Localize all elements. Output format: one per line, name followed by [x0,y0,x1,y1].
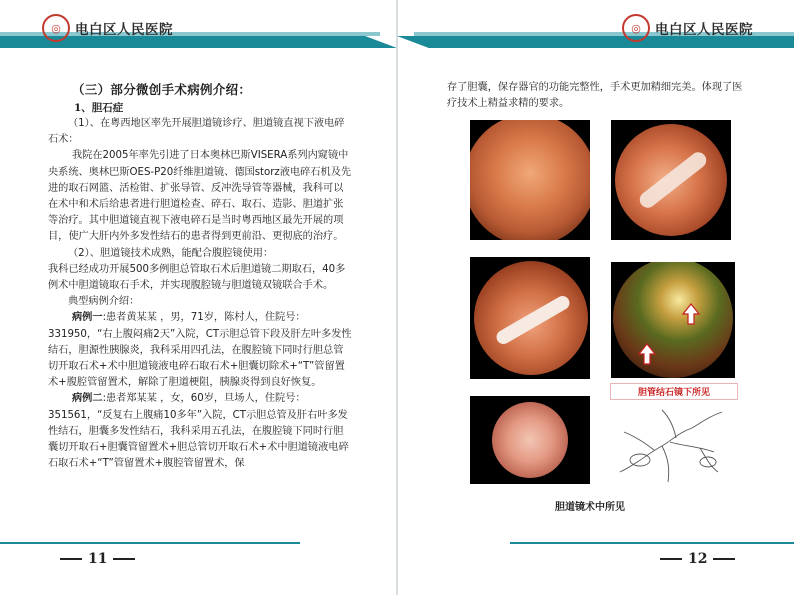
caption-intraop: 胆道镜术中所见 [555,502,625,513]
case-2 [48,391,353,472]
hospital-emblem-icon: ◎ [622,14,650,42]
endoscopy-photo-5 [470,396,590,484]
dash-decoration [113,558,135,560]
scope-view [470,120,590,240]
endoscopy-photo-4 [611,262,735,378]
page-number-value: 12 [688,551,708,567]
paragraph-1: （1）、在粤西地区率先开展胆道镜诊疗、胆道镜直视下液电碎石术： [48,118,345,146]
arrow-up-icon [639,344,655,364]
sub-title: 1、胆石症 [74,102,124,114]
paragraph-2: 我院在2005年率先引进了日本奥林巴斯VISERA系列内窥镜中央系统、奥林巴斯OES-P20纤维胆道镜、德国storz液电碎石机及先进的取石网篮、活检钳、扩张导管、反冲洗导管等器械，我科可以在术中和术后给患者进行胆道检查、碎石、取石、造影、胆道扩张等治疗。其中胆道镜直视下液电碎石是当时粤西地区最先开展的项目，使广大肝内外多发性结石的患者得到更前沿、更彻底的治疗。 [48,150,352,243]
page-number-right [660,551,735,567]
footer-line-left [0,542,300,544]
caption-stone-view: 胆管结石镜下所见 [610,383,738,400]
endoscopy-photo-3 [470,257,590,379]
hospital-logo-left [42,14,173,42]
right-body [447,80,752,112]
hospital-emblem-icon: ◎ [42,14,70,42]
book-spine [396,0,398,595]
paragraph-5: 典型病例介绍： [68,296,140,308]
sketch-shape [700,457,716,467]
sketch-line [662,410,676,438]
case-1-text: :患者黄某某 ，男，71岁，陈村人，住院号：331950，“右上腹闷痛2天”入院，CT示胆总管下段及肝左叶多发性结石，胆源性胰腺炎，我科采用四孔法，在腹腔镜下同时行胆总管切开取石术+术中胆道镜液电碎石取石术+胆囊切除术+“T”管留置术+腹腔管留置术，解除了胆道梗阻，胰腺炎得到良好恢复。 [48,312,352,389]
case-1-label: 病例一 [72,312,103,324]
paragraph-4: 我科已经成功开展500多例胆总管取石术后胆道镜二期取石，40多例术中胆道镜取石手术，并实现腹腔镜与胆道镜双镜联合手术。 [48,263,346,292]
sketch-line [662,446,669,482]
dash-decoration [60,558,82,560]
scope-view [492,402,568,478]
arrow-markers [611,262,735,378]
paragraph-3: （2）、胆道镜技术成熟，能配合腹腔镜使用： [68,247,274,259]
hospital-name: 电白区人民医院 [655,22,753,38]
case-2-label: 病例二 [72,393,103,405]
footer-line-right [510,542,794,544]
endoscopy-photo-1 [470,120,590,240]
case-1 [48,310,353,391]
bile-duct-sketch [610,402,734,486]
dash-decoration [660,558,682,560]
sketch-line [670,442,714,452]
sketch-line [624,432,654,450]
endoscopy-photo-2 [611,120,731,240]
arrow-up-icon [683,304,699,324]
page-number-left [60,551,135,567]
left-body [48,116,353,472]
dash-decoration [713,558,735,560]
page-number-value: 11 [88,551,108,567]
sketch-line [692,412,722,428]
hospital-name: 电白区人民医院 [75,22,173,38]
section-title: （三）部分微创手术病例介绍： [72,82,252,97]
paragraph-continued: 存了胆囊，保存器官的功能完整性，手术更加精细完美。体现了医疗技术上精益求精的要求。 [447,82,743,110]
hospital-logo-right [622,14,753,42]
case-2-text: :患者郑某某 ，女，60岁，旦场人，住院号：351561，“反复右上腹痛10多年”入院，CT示胆总管及肝右叶多发性结石，胆囊多发性结石，我科采用五孔法，在腹腔镜下同时行胆囊切开取石+胆囊管留置术+胆总管切开取石术+术中胆道镜液电碎石取石术+“T”管留置术+腹腔管留置术，保 [48,393,349,470]
